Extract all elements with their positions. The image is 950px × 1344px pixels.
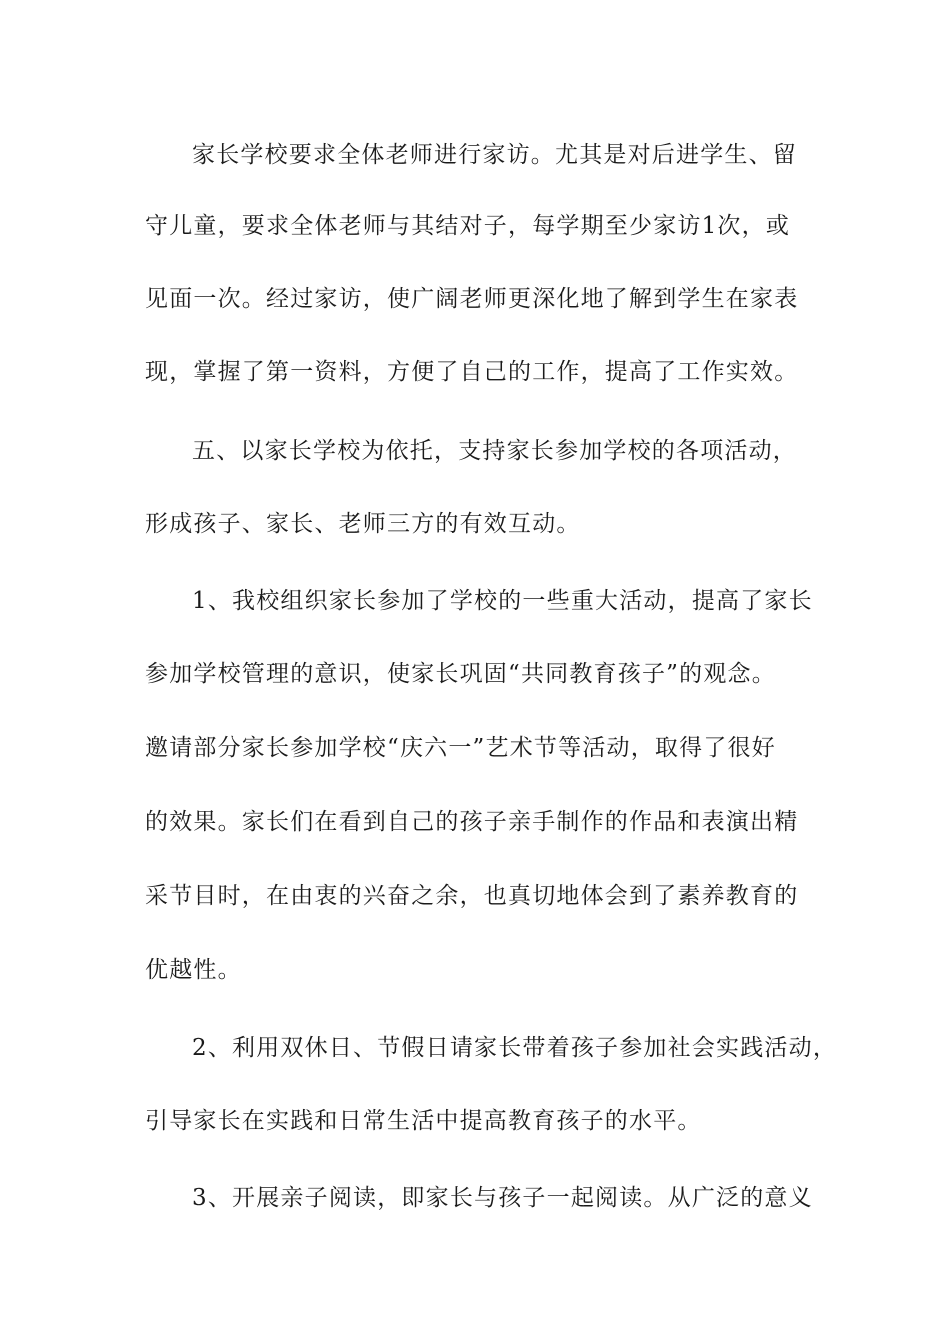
text-line: 家长学校要求全体老师进行家访。尤其是对后进学生、留 <box>192 142 797 168</box>
text-line: 采节目时，在由衷的兴奋之余，也真切地体会到了素养教育的 <box>145 883 799 909</box>
text-line: 优越性。 <box>145 957 242 983</box>
text-line: 现，掌握了第一资料，方便了自己的工作，提高了工作实效。 <box>145 359 799 385</box>
text-line: 3、开展亲子阅读，即家长与孩子一起阅读。从广泛的意义 <box>192 1185 813 1211</box>
text-line: 1、我校组织家长参加了学校的一些重大活动，提高了家长 <box>192 588 813 614</box>
text-line: 见面一次。经过家访，使广阔老师更深化地了解到学生在家表 <box>145 286 799 312</box>
text-line: 五、以家长学校为依托，支持家长参加学校的各项活动， <box>192 438 797 464</box>
text-line: 形成孩子、家长、老师三方的有效互动。 <box>145 511 581 537</box>
text-line: 的效果。家长们在看到自己的孩子亲手制作的作品和表演出精 <box>145 809 799 835</box>
text-line: 引导家长在实践和日常生活中提高教育孩子的水平。 <box>145 1108 702 1134</box>
text-line: 参加学校管理的意识，使家长巩固“共同教育孩子”的观念。 <box>145 661 776 687</box>
text-line: 守儿童，要求全体老师与其结对子，每学期至少家访1次，或 <box>145 213 791 239</box>
text-line: 2、利用双休日、节假日请家长带着孩子参加社会实践活动， <box>192 1035 838 1061</box>
text-line: 邀请部分家长参加学校“庆六一”艺术节等活动，取得了很好 <box>145 735 776 761</box>
